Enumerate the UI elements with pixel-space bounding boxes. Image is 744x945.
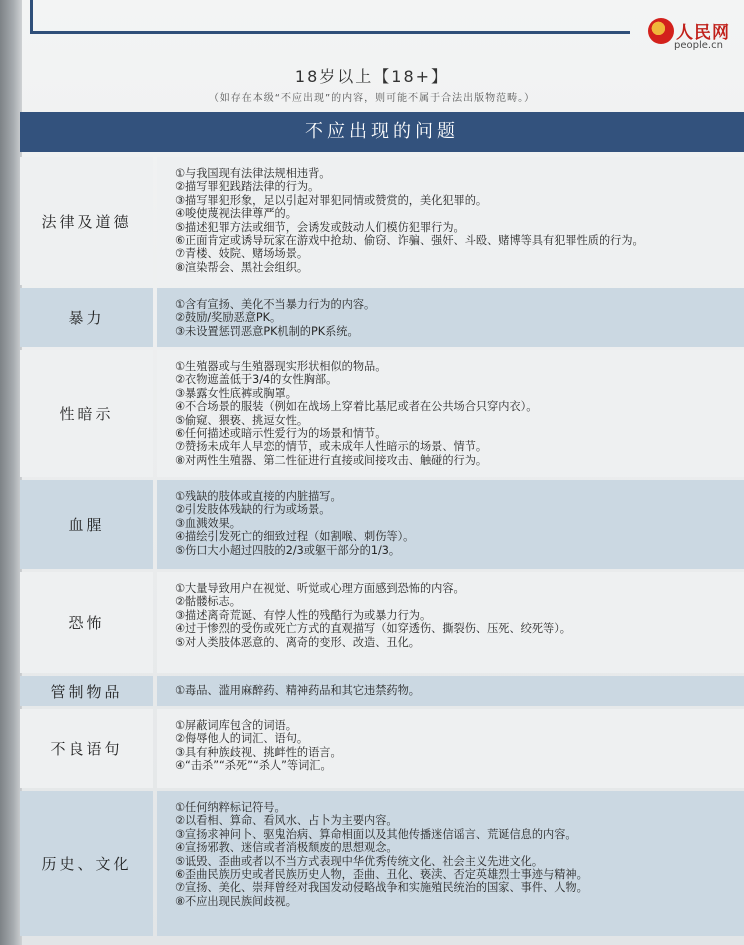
rule-item: ②以看相、算命、看风水、占卜为主要内容。 (175, 814, 398, 828)
rule-list (175, 490, 734, 557)
row-category-label: 性暗示 (20, 350, 153, 477)
logo-subtext: people.cn (674, 40, 723, 51)
table-row (20, 676, 744, 706)
rule-item: ②衣物遮盖低于3/4的女性胸部。 (175, 373, 338, 387)
rule-item: ⑧不应出现民族间歧视。 (175, 894, 297, 908)
rule-item: ⑤描述犯罪方法或细节，会诱发或鼓动人们模仿犯罪行为。 (175, 220, 465, 234)
logo-mark-icon (648, 18, 674, 44)
rule-item: ⑥正面肯定或诱导玩家在游戏中抢劫、偷窃、诈骗、强奸、斗殴、赌博等具有犯罪性质的行为。 (175, 234, 644, 248)
row-category-label: 不良语句 (20, 709, 153, 788)
rule-item: ①与我国现有法律法规相违背。 (175, 167, 331, 180)
table-row (20, 157, 744, 285)
rule-item: ②鼓励/奖励恶意PK。 (175, 311, 282, 325)
rating-note: （如存在本级“不应出现”的内容，则可能不属于合法出版物范畴。） (208, 93, 536, 104)
rule-item: ④描绘引发死亡的细致过程（如割喉、刺伤等）。 (175, 530, 415, 544)
row-category-label: 历史、文化 (20, 791, 153, 936)
row-rules (157, 350, 744, 477)
rule-list (175, 167, 734, 274)
row-rules (157, 709, 744, 788)
rule-list (175, 360, 734, 467)
rule-item: ④宣扬邪教、迷信或者消极颓废的思想观念。 (175, 841, 398, 855)
table-row (20, 791, 744, 936)
rule-item: ③未设置惩罚恶意PK机制的PK系统。 (175, 324, 359, 338)
row-rules (157, 157, 744, 285)
rule-item: ②侮辱他人的词汇、语句。 (175, 732, 309, 746)
row-category-label: 血腥 (20, 480, 153, 569)
rule-item: ③描述离奇荒诞、有悖人性的残酷行为或暴力行为。 (175, 608, 432, 622)
rule-item: ④唆使蔑视法律尊严的。 (175, 207, 297, 221)
row-category-label: 法律及道德 (20, 157, 153, 285)
rule-item: ②描写罪犯践踏法律的行为。 (175, 180, 320, 194)
row-rules (157, 791, 744, 936)
people-cn-logo (648, 16, 740, 54)
table-row (20, 288, 744, 347)
rule-item: ①任何纳粹标记符号。 (175, 801, 286, 814)
rule-item: ⑦青楼、妓院、赌场场景。 (175, 247, 309, 261)
rule-list (175, 719, 734, 773)
rule-item: ②骷髅标志。 (175, 595, 241, 609)
rule-item: ③描写罪犯形象，足以引起对罪犯同情或赞赏的，美化犯罪的。 (175, 193, 488, 207)
logo-text: 人民网 (676, 23, 730, 43)
rule-item: ①毒品、滥用麻醉药、精神药品和其它违禁药物。 (175, 684, 420, 697)
row-rules (157, 480, 744, 569)
rule-item: ⑧对两性生殖器、第二性征进行直接或间接攻击、触碰的行为。 (175, 453, 488, 467)
rule-item: ③血溅效果。 (175, 516, 241, 530)
rule-list (175, 298, 734, 338)
row-category-label: 暴力 (20, 288, 153, 347)
rule-item: ⑤诋毁、歪曲或者以不当方式表现中华优秀传统文化、社会主义先进文化。 (175, 854, 544, 868)
row-category-label: 恐怖 (20, 572, 153, 673)
rule-item: ①屏蔽词库包含的词语。 (175, 719, 297, 732)
row-category-label: 管制物品 (20, 676, 153, 706)
rule-item: ③暴露女性底裤或胸罩。 (175, 386, 297, 400)
table-title: 不应出现的问题 (20, 112, 744, 152)
rule-item: ③宣扬求神问卜、驱鬼治病、算命相面以及其他传播迷信谣言、荒诞信息的内容。 (175, 827, 577, 841)
rule-item: ⑥歪曲民族历史或者民族历史人物，歪曲、丑化、亵渎、否定英雄烈士事迹与精神。 (175, 868, 588, 882)
rule-item: ⑦宣扬、美化、崇拜曾经对我国发动侵略战争和实施殖民统治的国家、事件、人物。 (175, 881, 588, 895)
rule-item: ③具有种族歧视、挑衅性的语言。 (175, 745, 342, 759)
rule-item: ④不合场景的服装（例如在战场上穿着比基尼或者在公共场合只穿内衣）。 (175, 400, 538, 414)
rule-item: ⑧渲染帮会、黑社会组织。 (175, 260, 309, 274)
binder-edge (0, 0, 22, 945)
rule-item: ④过于惨烈的受伤或死亡方式的直观描写（如穿透伤、撕裂伤、压死、绞死等）。 (175, 622, 571, 636)
table-row (20, 350, 744, 477)
rule-item: ⑦赞扬未成年人早恋的情节，或未成年人性暗示的场景、情节。 (175, 440, 488, 454)
rule-item: ⑥任何描述或暗示性爱行为的场景和情节。 (175, 427, 387, 441)
rule-item: ①含有宣扬、美化不当暴力行为的内容。 (175, 298, 376, 311)
table-row (20, 709, 744, 788)
row-rules (157, 572, 744, 673)
age-rating-heading: 18岁以上【18+】 (294, 67, 450, 86)
rule-item: ①生殖器或与生殖器现实形状相似的物品。 (175, 360, 387, 373)
row-rules (157, 288, 744, 347)
rule-list (175, 684, 734, 697)
rule-item: ②引发肢体残缺的行为或场景。 (175, 503, 331, 517)
table-row (20, 480, 744, 569)
rule-item: ⑤对人类肢体恶意的、离奇的变形、改造、丑化。 (175, 635, 420, 649)
top-frame-rule (30, 0, 630, 34)
rule-list (175, 582, 734, 649)
rule-item: ①大量导致用户在视觉、听觉或心理方面感到恐怖的内容。 (175, 582, 465, 595)
rule-item: ①残缺的肢体或直接的内脏描写。 (175, 490, 342, 503)
rule-list (175, 801, 734, 908)
row-rules (157, 676, 744, 706)
rule-item: ⑤偷窥、猥亵、挑逗女性。 (175, 413, 309, 427)
rule-item: ④“击杀”“杀死”“杀人”等词汇。 (175, 759, 332, 773)
rule-item: ⑤伤口大小超过四肢的2/3或躯干部分的1/3。 (175, 543, 401, 557)
table-row (20, 572, 744, 673)
